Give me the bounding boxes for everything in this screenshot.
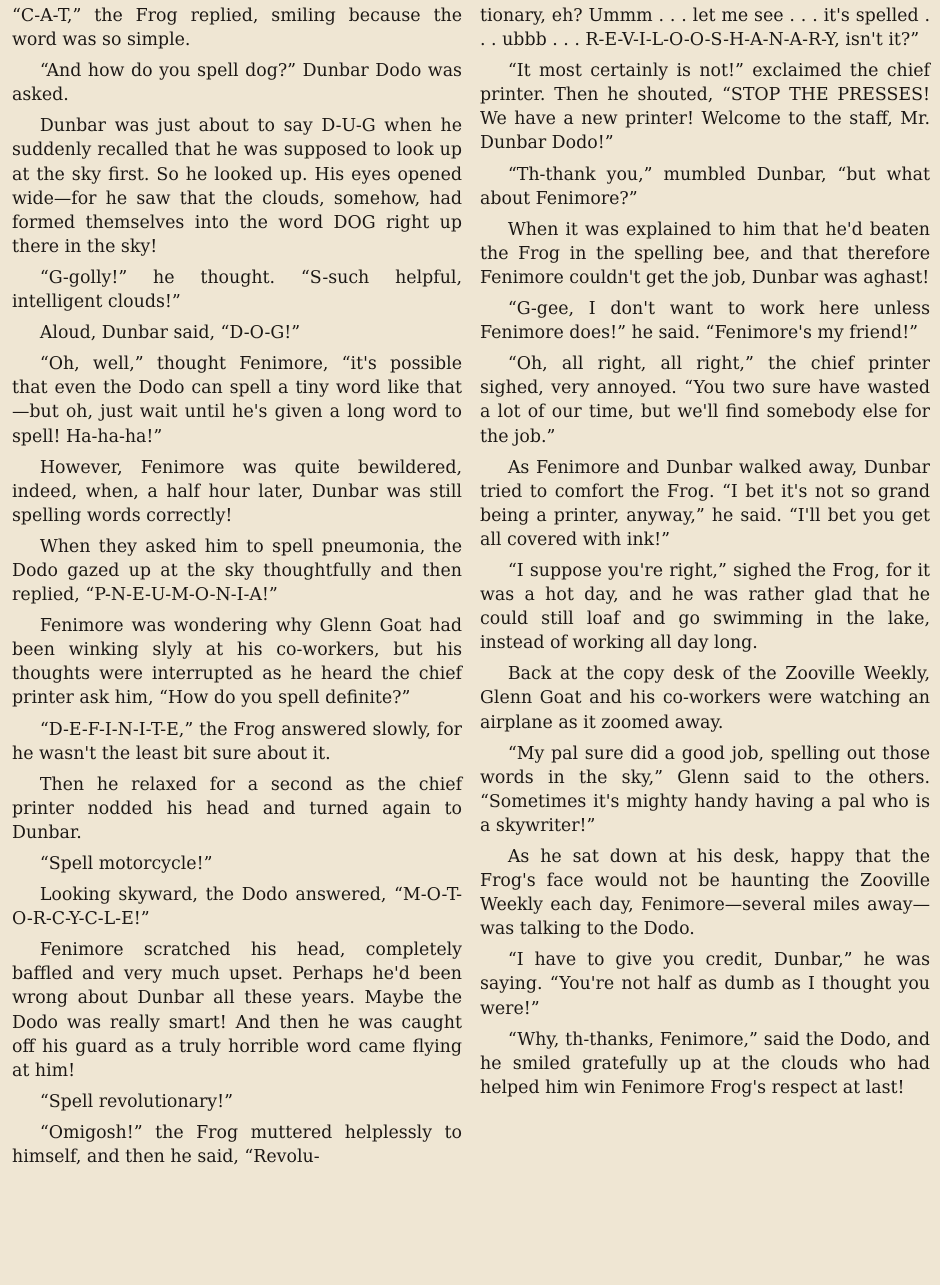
story-paragraph: “Th-thank you,” mumbled Dunbar, “but what about Fenimore?” [480,164,930,209]
story-paragraph: “I suppose you're right,” sighed the Frog, for it was a hot day, and he was rather glad that he could still loaf and go swimming in the lake, instead of working all day long. [480,560,930,654]
story-paragraph: However, Fenimore was quite bewildered, indeed, when, a half hour later, Dunbar was still spelling words correctly! [12,457,462,526]
story-paragraph: Then he relaxed for a second as the chief printer nodded his head and turned again to Dunbar. [12,774,462,843]
story-paragraph: “G-gee, I don't want to work here unless Fenimore does!” he said. “Fenimore's my friend!” [480,299,930,344]
left-text-column [12,4,462,1285]
story-paragraph: “D-E-F-I-N-I-T-E,” the Frog answered slowly, for he wasn't the least bit sure about it. [12,719,462,764]
story-paragraph: “Spell revolutionary!” [39,1091,233,1112]
story-paragraph: Fenimore was wondering why Glenn Goat had been winking slyly at his co-workers, but his thoughts were interrupted as he heard the chief printer ask him, “How do you spell definite?” [12,616,462,709]
story-paragraph: “Oh, well,” thought Fenimore, “it's possible that even the Dodo can spell a tiny word like that—but oh, just wait until he's given a long word to spell! Ha-ha-ha!” [12,354,462,447]
right-text-column [480,4,930,1285]
story-paragraph: “G-golly!” he thought. “S-such helpful, intelligent clouds!” [12,267,462,313]
story-paragraph: “C-A-T,” the Frog replied, smiling because the word was so simple. [12,6,462,51]
story-paragraph: Aloud, Dunbar said, “D-O-G!” [39,323,301,344]
story-paragraph: “Oh, all right, all right,” the chief printer sighed, very annoyed. “You two sure have wasted a lot of our time, but we'll find somebody else for the job.” [480,354,930,447]
story-paragraph: Dunbar was just about to say D-U-G when he suddenly recalled that he was supposed to look up at the sky first. So he looked up. His eyes opened wide—for he saw that the clouds, somehow, had formed themselves into the word DOG right up there in the sky! [12,116,462,257]
story-paragraph: tionary, eh? Ummm . . . let me see . . . it's spelled . . . ubbb . . . R-E-V-I-L-O-O-S-H-A-N-A-R-Y, isn't it?” [480,6,930,51]
story-paragraph: As he sat down at his desk, happy that the Frog's face would not be haunting the Zooville Weekly each day, Fenimore—several miles away—was talking to the Dodo. [480,847,930,940]
story-paragraph: When they asked him to spell pneumonia, the Dodo gazed up at the sky thoughtfully and then replied, “P-N-E-U-M-O-N-I-A!” [12,536,462,606]
story-paragraph: “It most certainly is not!” exclaimed the chief printer. Then he shouted, “STOP THE PRESSES! We have a new printer! Welcome to the staff, Mr. Dunbar Dodo!” [480,61,930,154]
story-paragraph: “Why, th-thanks, Fenimore,” said the Dodo, and he smiled gratefully up at the clouds who had helped him win Fenimore Frog's respect at last! [480,1029,930,1098]
story-paragraph: When it was explained to him that he'd beaten the Frog in the spelling bee, and that therefore Fenimore couldn't get the job, Dunbar was aghast! [480,219,930,288]
story-paragraph: As Fenimore and Dunbar walked away, Dunbar tried to comfort the Frog. “I bet it's not so grand being a printer, anyway,” he said. “I'll bet you get all covered with ink!” [480,457,930,550]
story-paragraph: “Omigosh!” the Frog muttered helplessly to himself, and then he said, “Revolu- [12,1122,462,1168]
story-paragraph: “Spell motorcycle!” [39,854,213,874]
story-paragraph: “My pal sure did a good job, spelling out those words in the sky,” Glenn said to the others. “Sometimes it's mighty handy having a pal who is a skywriter!” [480,743,930,836]
story-paragraph: “I have to give you credit, Dunbar,” he was saying. “You're not half as dumb as I thought you were!” [480,950,930,1019]
story-paragraph: Back at the copy desk of the Zooville Weekly, Glenn Goat and his co-workers were watching an airplane as it zoomed away. [480,664,930,733]
story-paragraph: Looking skyward, the Dodo answered, “M-O-T-O-R-C-Y-C-L-E!” [12,885,462,930]
story-paragraph: “And how do you spell dog?” Dunbar Dodo was asked. [12,61,462,106]
story-paragraph: Fenimore scratched his head, completely baffled and very much upset. Perhaps he'd been wrong about Dunbar all these years. Maybe the Dodo was really smart! And then he was caught off his guard as a truly horrible word came flying at him! [12,940,462,1081]
